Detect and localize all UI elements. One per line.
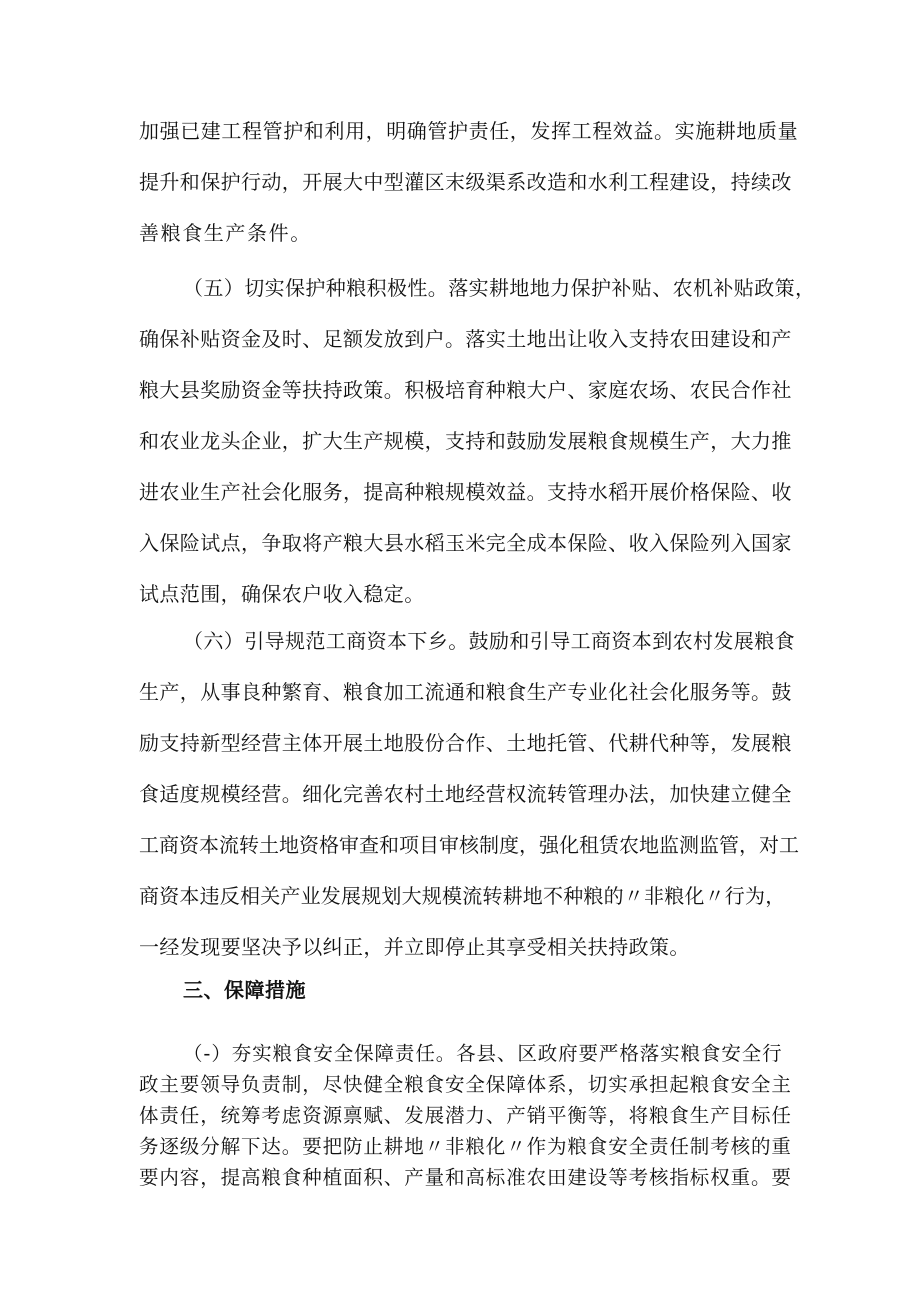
text-line: 体责任，统筹考虑资源禀赋、发展潜力、产销平衡等，将粮食生产目标任 <box>139 1104 792 1127</box>
text-line: 商资本违反相关产业发展规划大规模流转耕地不种粮的〃非粮化〃行为， <box>139 884 786 908</box>
text-line: 试点范围，确保农户收入稳定。 <box>139 582 425 606</box>
text-line: 工商资本流转土地资格审查和项目审核制度，强化租赁农地监测监管，对工 <box>139 833 799 857</box>
text-line: 善粮食生产条件。 <box>139 221 312 245</box>
text-line: 政主要领导负责制，尽快健全粮食安全保障体系，切实承担起粮食安全主 <box>139 1073 792 1096</box>
text-line: 励支持新型经营主体开展土地股份合作、土地托管、代耕代种等，发展粮 <box>139 731 792 755</box>
text-line: 进农业生产社会化服务，提高种粮规模效益。支持水稻开展价格保险、收 <box>139 480 792 504</box>
text-line: 入保险试点，争取将产粮大县水稻玉米完全成本保险、收入保险列入国家 <box>139 531 792 555</box>
paragraph-grain-farming-incentive <box>139 271 816 628</box>
section-heading: 三、保障措施 <box>183 978 306 1002</box>
text-line: 加强已建工程管护和利用，明确管护责任，发挥工程效益。实施耕地质量 <box>139 119 799 143</box>
text-line: 食适度规模经营。细化完善农村土地经营权流转管理办法，加快建立健全 <box>139 782 792 806</box>
text-line: （六）引导规范工商资本下乡。鼓励和引导工商资本到农村发展粮食 <box>183 629 795 653</box>
text-line: 要内容，提高粮食种植面积、产量和高标准农田建设等考核指标权重。要 <box>139 1166 792 1189</box>
text-line: （-）夯实粮食安全保障责任。各县、区政府要严格落实粮食安全行 <box>183 1042 783 1065</box>
paragraph-industrial-capital <box>139 624 799 981</box>
text-line: 生产，从事良种繁育、粮食加工流通和粮食生产专业化社会化服务等。鼓 <box>139 680 792 704</box>
text-line: 确保补贴资金及时、足额发放到户。落实土地出让收入支持农田建设和产 <box>139 327 792 351</box>
paragraph-food-security-responsibility <box>139 1040 792 1195</box>
text-line: 和农业龙头企业，扩大生产规模，支持和鼓励发展粮食规模生产，大力推 <box>139 429 792 453</box>
paragraph-engineering-maintenance <box>139 114 799 267</box>
text-line: 提升和保护行动，开展大中型灌区末级渠系改造和水利工程建设，持续改 <box>139 170 792 194</box>
text-line: （五）切实保护种粮积极性。落实耕地地力保护补贴、农机补贴政策， <box>183 276 816 300</box>
text-line: 一经发现要坚决予以纠正，并立即停止其享受相关扶持政策。 <box>139 935 690 959</box>
text-line: 粮大县奖励资金等扶持政策。积极培育种粮大户、家庭农场、农民合作社 <box>139 378 792 402</box>
text-line: 务逐级分解下达。要把防止耕地〃非粮化〃作为粮食安全责任制考核的重 <box>139 1135 792 1158</box>
